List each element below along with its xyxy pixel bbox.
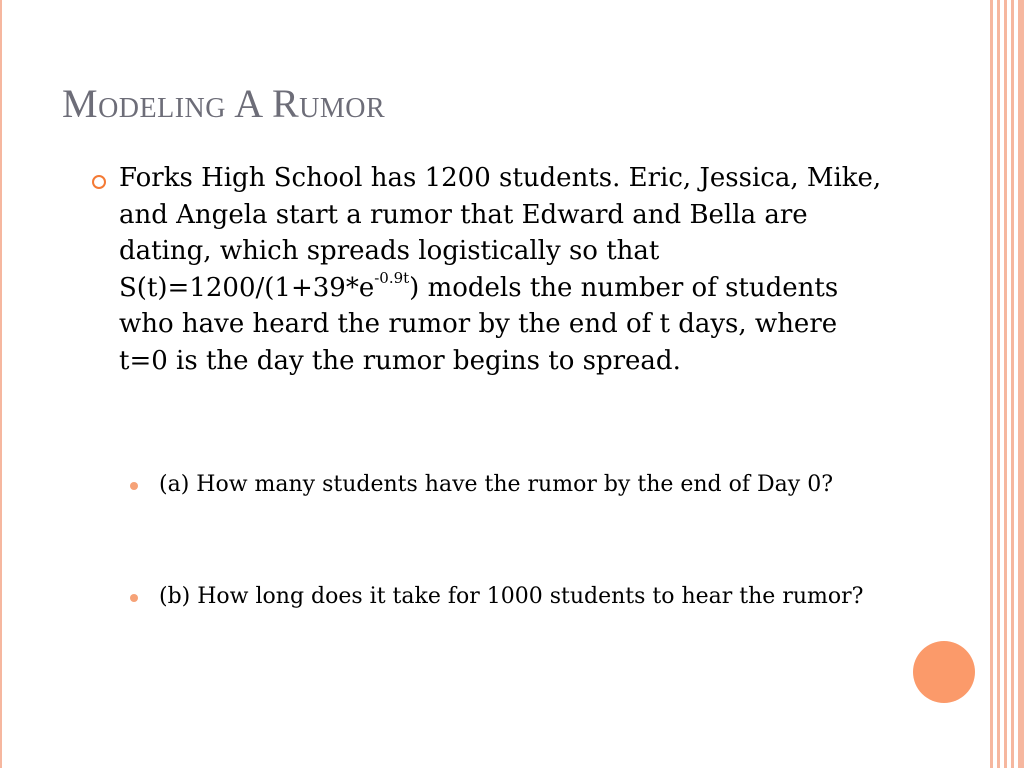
ring-bullet-icon [92, 175, 106, 189]
slide-title: Modeling A Rumor [62, 81, 386, 126]
sub-bullet-b [130, 582, 900, 613]
main-bullet-text-before: Forks High School has 1200 students. Eric, Jessica, Mike, and Angela start a rumor that Edward and Bella are dating, which spreads logistically so that S(t)=1200/(1+39*e [119, 163, 882, 303]
dot-bullet-icon [130, 482, 138, 490]
exponent: -0.9t [374, 268, 410, 287]
sub-bullet-b-text: (b) How long does it take for 1000 students to hear the rumor? [159, 584, 864, 609]
right-decorative-stripes [988, 0, 1024, 768]
main-bullet-text [119, 160, 892, 379]
dot-bullet-icon [130, 594, 138, 602]
left-border [0, 0, 2, 768]
decorative-circle [913, 641, 975, 703]
sub-bullet-a-text: (a) How many students have the rumor by the end of Day 0? [159, 472, 833, 497]
sub-bullet-a [130, 470, 900, 501]
main-bullet [92, 160, 892, 379]
main-bullet-text-after: ) models the number of students who have heard the rumor by the end of t days, where t=0 is the day the rumor begins to spread. [119, 272, 839, 376]
